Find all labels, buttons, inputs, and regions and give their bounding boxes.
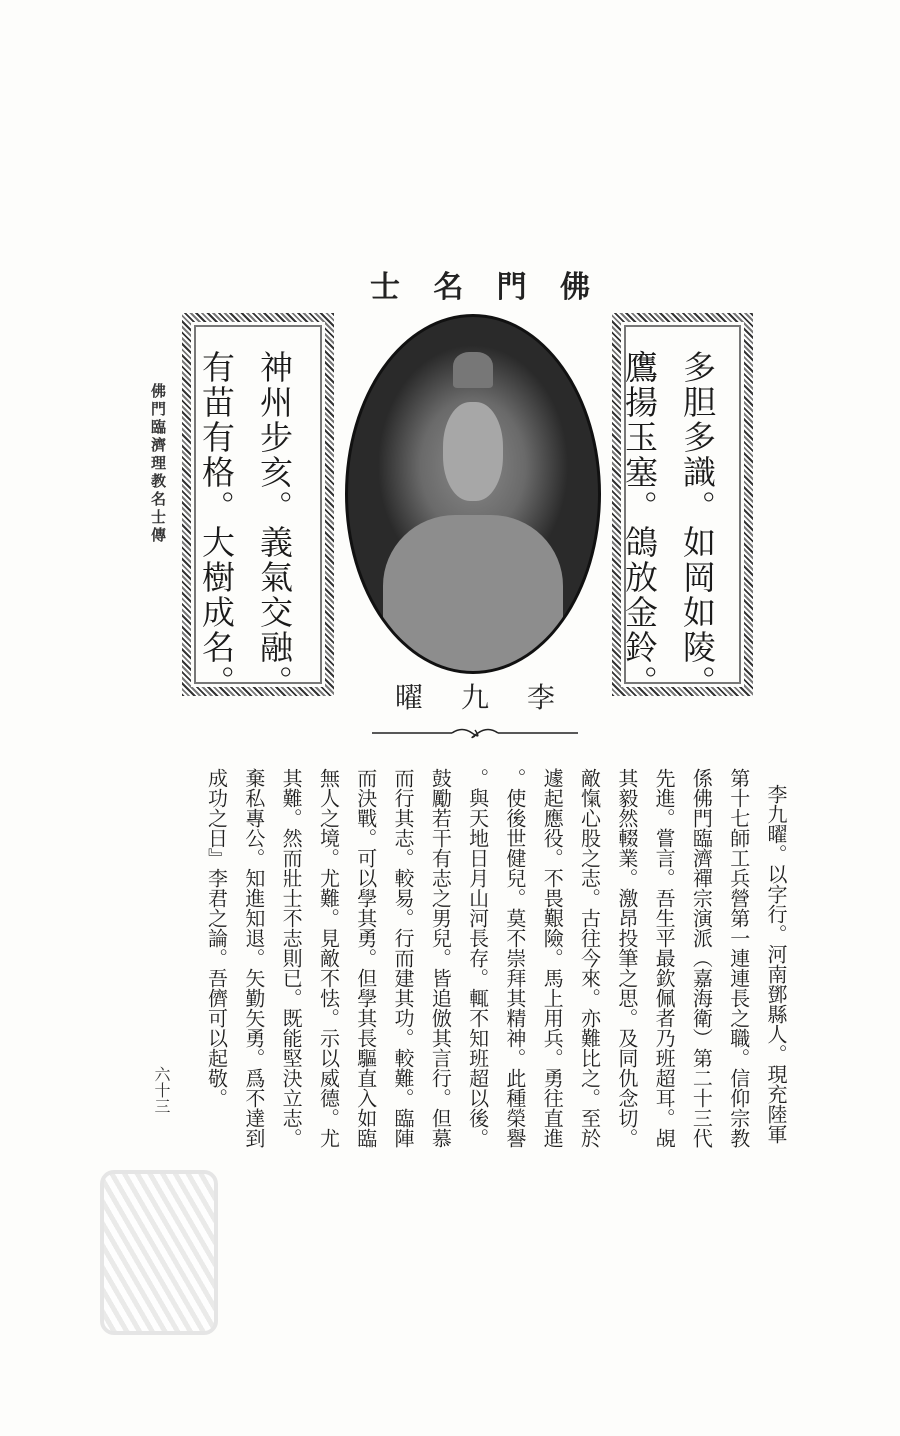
text-column: 其難。然而壯士不志則已。既能堅決立志。 [279,768,304,1148]
side-caption: 佛門臨濟理教名士傳 [149,383,167,545]
text-column: 。使後世健兒。莫不崇拜其精神。此種榮譽 [502,768,527,1148]
portrait-face [443,402,503,501]
text-column: 李九曜。以字行。河南鄧縣人。現充陸軍 [764,784,788,1144]
verse-line: 神州步亥。義氣交融。 [255,350,294,700]
text-column: 無人之境。尤難。見敵不怯。示以威德。尤 [316,768,341,1148]
verse-line: 有苗有格。大樹成名。 [197,350,236,700]
text-column: 先進。嘗言。吾生平最欽佩者乃班超耳。覘 [652,768,677,1148]
name-char: 曜 [395,681,424,714]
text-column: 而決戰。可以學其勇。但學其長驅直入如臨 [353,768,378,1148]
portrait-name [395,676,555,716]
page-title [370,262,590,306]
text-column: 敵愾心股之志。古往今來。亦難比之。至於 [577,768,602,1148]
library-watermark-logo [100,1170,218,1335]
name-char: 李 [526,681,555,714]
text-column: 。與天地日月山河長存。輒不知班超以後。 [465,768,490,1148]
text-column: 第十七師工兵營第一連連長之職。信仰宗教 [726,768,751,1148]
ornament-divider [372,726,578,740]
title-char: 名 [433,270,464,305]
page-number: 六十三 [152,1066,171,1114]
text-column: 遽起應役。不畏艱險。馬上用兵。勇往直進 [540,768,565,1148]
text-column: 係佛門臨濟禪宗演派（嘉海衛）第二十三代 [689,768,714,1148]
title-char: 佛 [559,270,590,305]
verse-line: 多胆多識。如岡如陵。 [678,350,717,700]
verse-box-left [182,313,334,700]
biography-text [197,768,794,1188]
verse-right [610,350,726,700]
title-char: 士 [370,270,400,305]
text-column: 而行其志。較易。行而建其功。較難。臨陣 [391,768,416,1148]
verse-line: 鷹揚玉塞。鴿放金鈴。 [620,350,659,700]
portrait-uniform [383,515,563,674]
portrait-cap [453,352,493,387]
text-column: 其毅然輟業。激昂投筆之思。及同仇念切。 [614,768,639,1148]
name-char: 九 [460,681,489,714]
text-column: 鼓勵若干有志之男兒。皆追倣其言行。但慕 [428,768,453,1148]
verse-box-right [612,313,753,700]
text-column: 棄私專公。知進知退。矢勤矢勇。爲不達到 [241,768,266,1148]
portrait-photo [345,314,601,674]
title-char: 門 [496,270,527,305]
verse-left [187,350,303,700]
text-column: 成功之日』李君之論。吾儕可以起敬。 [204,768,229,1108]
